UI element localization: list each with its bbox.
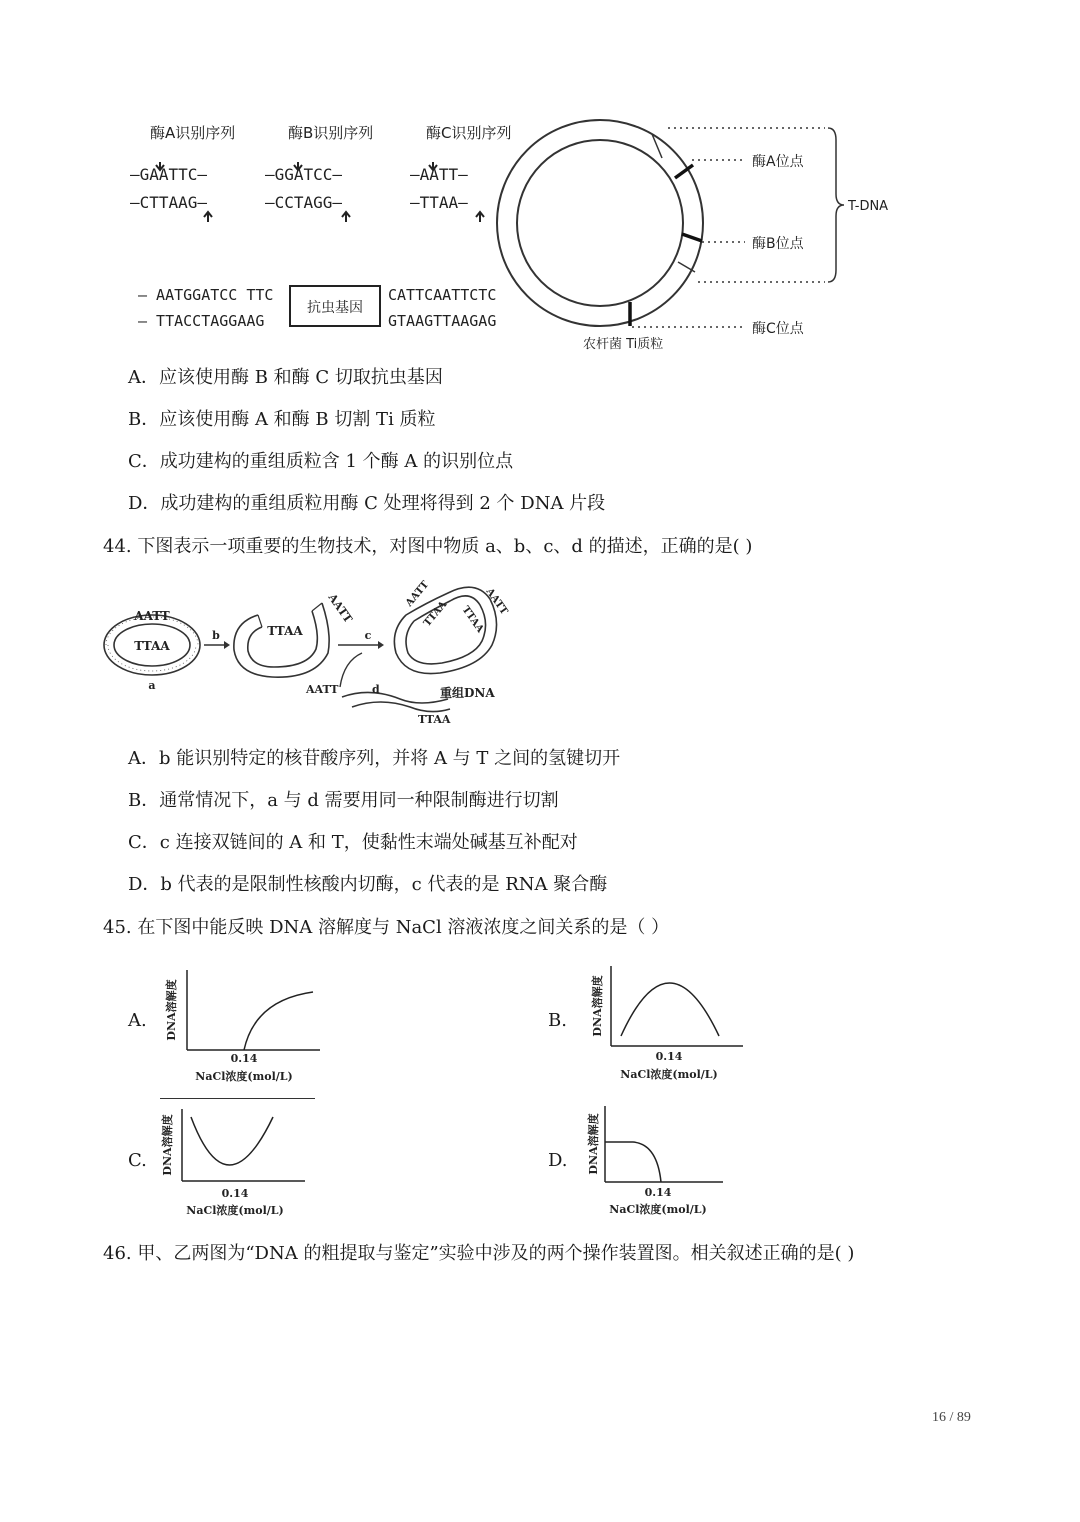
xtick: 0.14 [230,1052,258,1065]
site-c-label: 酶C位点 [752,321,804,337]
ttaa-label: TTAA [459,604,486,635]
gene-box-label: 抗虫基因 [307,300,363,316]
aatt-label: AATT [403,579,432,609]
graph-c-letter: C. [128,1150,147,1171]
site-b-label: 酶B位点 [752,236,804,252]
graph-a [155,960,325,1090]
xlabel: NaCl浓度(mol/L) [195,1070,293,1083]
q44-option-d: D．b 代表的是限制性核酸内切酶，c 代表的是 RNA 聚合酶 [128,874,608,895]
q43-option-b: B．应该使用酶 A 和酶 B 切割 Ti 质粒 [128,409,436,430]
enzyme-b-seq-top: —GGATCC— [265,165,343,184]
q45-stem: 45. 在下图中能反映 DNA 溶解度与 NaCl 溶液浓度之间关系的是（ ） [103,917,670,938]
q44-option-c: C．c 连接双链间的 A 和 T，使黏性末端处碱基互补配对 [128,832,578,853]
curve-c [191,1117,273,1165]
aatt-label: AATT [134,609,170,623]
site-a-label: 酶A位点 [752,154,804,170]
xlabel: NaCl浓度(mol/L) [186,1204,284,1217]
arrow-icon [224,641,230,649]
graph-c [155,1105,325,1220]
plasmid-inner-ring [517,140,683,306]
ylabel: DNA溶解度 [591,975,604,1037]
ylabel: DNA溶解度 [587,1113,600,1175]
xtick: 0.14 [655,1050,683,1063]
enzyme-c-seq-bottom: —TTAA— [410,193,468,212]
q44-stem: 44. 下图表示一项重要的生物技术，对图中物质 a、b、c、d 的描述，正确的是( ) [103,536,753,557]
plasmid-label: 农杆菌 Ti质粒 [583,337,664,352]
recomb-label: 重组DNA [440,686,495,700]
cut-arrow-icon [476,212,484,222]
ylabel: DNA溶解度 [165,979,178,1041]
cut-arrow-icon [204,212,212,222]
label-c: c [364,629,372,642]
graph-d-letter: D. [548,1150,568,1171]
ttaa-label: TTAA [267,624,303,638]
separator [160,1098,315,1099]
graph-a-letter: A. [128,1010,147,1031]
tdna-label: T-DNA [848,199,889,214]
page-number: 16 / 89 [932,1410,971,1425]
gene-left-top: — AATGGATCC TTC [138,286,274,304]
label-b: b [212,629,220,642]
q43-option-a: A．应该使用酶 B 和酶 C 切取抗虫基因 [128,367,443,388]
curve-b [621,983,719,1036]
enzyme-a-label: 酶A识别序列 [150,124,236,142]
d-top-label: AATT [306,683,339,696]
xtick: 0.14 [221,1187,249,1200]
q44-figure [100,575,520,725]
enzyme-plasmid-figure [120,110,900,360]
enzyme-a-seq-bottom: —CTTAAG— [130,193,208,212]
enzyme-a-seq-top: —GAATTC— [130,165,208,184]
ttaa-label: TTAA [134,639,170,653]
gene-right-bottom: GTAAGTTAAGAG [388,312,497,330]
xlabel: NaCl浓度(mol/L) [620,1068,718,1081]
label-d: d [372,683,380,696]
xlabel: NaCl浓度(mol/L) [609,1203,707,1216]
q43-option-c: C．成功建构的重组质粒含 1 个酶 A 的识别位点 [128,451,514,472]
q46-stem: 46. 甲、乙两图为“DNA 的粗提取与鉴定”实验中涉及的两个操作装置图。相关叙述正确的是( ) [103,1243,855,1264]
xtick: 0.14 [644,1186,672,1199]
fragment-d [342,692,448,703]
graph-d [585,1102,755,1220]
enzyme-c-seq-top: —AATT— [410,165,468,184]
enzyme-b-label: 酶B识别序列 [288,124,374,142]
q44-option-b: B．通常情况下，a 与 d 需要用同一种限制酶进行切割 [128,790,559,811]
label-a: a [148,679,156,692]
q43-option-d: D．成功建构的重组质粒用酶 C 处理将得到 2 个 DNA 片段 [128,493,606,514]
graph-b [585,960,755,1090]
aatt-label: AATT [483,586,510,617]
q44-option-a: A．b 能识别特定的核苷酸序列，并将 A 与 T 之间的氢键切开 [128,748,621,769]
ttaa-label: TTAA [421,599,450,629]
curve-d [605,1142,661,1182]
graph-b-letter: B. [548,1010,567,1031]
d-bottom-label: TTAA [418,713,451,725]
curve-a [244,992,313,1050]
cut-arrow-icon [342,212,350,222]
enzyme-b-seq-bottom: —CCTAGG— [265,193,343,212]
gene-left-bottom: — TTACCTAGGAAG [138,312,265,330]
ylabel: DNA溶解度 [161,1114,174,1176]
enzyme-c-label: 酶C识别序列 [426,124,512,142]
gene-right-top: CATTCAATTCTC [388,286,497,304]
enzyme-b-site-mark [682,234,702,241]
aatt-label: AATT [325,591,355,626]
arrow-icon [378,641,384,649]
tdna-brace [828,128,844,282]
plasmid-outer-ring [497,120,703,326]
